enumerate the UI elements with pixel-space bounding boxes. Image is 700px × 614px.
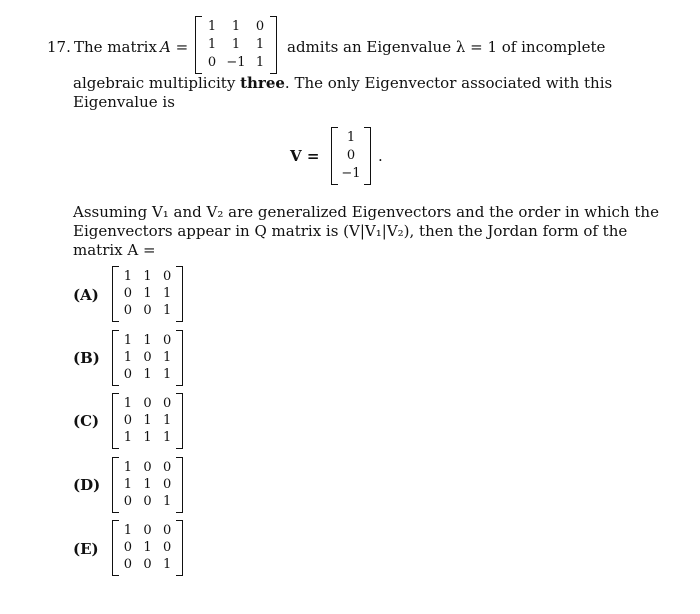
option-C-cell: 1 xyxy=(143,412,152,428)
option-B-label: (B) xyxy=(73,349,100,367)
option-C-cell: 1 xyxy=(163,430,172,446)
option-E-cell: 1 xyxy=(163,557,172,573)
option-E-cell: 0 xyxy=(123,557,132,573)
option-B-cell: 1 xyxy=(163,349,172,365)
option-D-cell: 1 xyxy=(163,494,172,510)
option-B-matrix xyxy=(112,330,183,386)
question-line2 xyxy=(73,74,612,92)
option-C-cell: 0 xyxy=(163,395,172,411)
para2-line3: matrix A = xyxy=(73,241,156,259)
question-line2-a: algebraic multiplicity xyxy=(73,74,236,92)
option-B-cell: 1 xyxy=(143,367,152,383)
question-line2-bold: three xyxy=(240,74,285,92)
matrix-A-name: A = xyxy=(160,38,189,56)
matrix-A-cell: 1 xyxy=(255,55,265,70)
option-A-cell: 0 xyxy=(123,303,132,319)
matrix-A-cell: 1 xyxy=(231,37,241,52)
option-A-cell: 0 xyxy=(123,285,132,301)
option-C-cell: 1 xyxy=(123,395,132,411)
option-A-cell: 1 xyxy=(143,268,152,284)
vector-V-name: V = xyxy=(290,147,320,165)
question-number: 17. xyxy=(47,38,71,56)
option-B-cell: 1 xyxy=(123,349,132,365)
question-line2-b: . The only Eigenvector associated with this xyxy=(284,74,613,92)
option-E-cell: 0 xyxy=(163,522,172,538)
matrix-A-cell: 1 xyxy=(231,19,241,34)
option-D-matrix xyxy=(112,457,183,513)
option-C-cell: 1 xyxy=(123,430,132,446)
option-B-cell: 0 xyxy=(123,367,132,383)
option-E-cell: 1 xyxy=(143,539,152,555)
matrix-A-cell: 0 xyxy=(255,19,265,34)
option-D-cell: 0 xyxy=(123,494,132,510)
option-D-cell: 0 xyxy=(143,494,152,510)
option-B-cell: 0 xyxy=(143,349,152,365)
matrix-A xyxy=(195,16,277,74)
option-A-cell: 1 xyxy=(163,303,172,319)
option-C-cell: 1 xyxy=(143,430,152,446)
option-D-label: (D) xyxy=(73,476,101,494)
para2-line2: Eigenvectors appear in Q matrix is (V|V₁|V₂), then the Jordan form of the xyxy=(73,222,628,240)
question-text-start: The matrix xyxy=(74,38,157,56)
option-E-matrix xyxy=(112,520,183,576)
option-A-cell: 1 xyxy=(163,285,172,301)
option-A-cell: 1 xyxy=(143,285,152,301)
option-C-matrix xyxy=(112,393,183,449)
option-D-cell: 1 xyxy=(123,476,132,492)
vector-V-cell: 1 xyxy=(346,130,356,145)
option-E-cell: 0 xyxy=(143,522,152,538)
option-D-cell: 0 xyxy=(163,459,172,475)
vector-V xyxy=(331,127,371,185)
vector-V-cell: 0 xyxy=(346,148,356,163)
question-line3: Eigenvalue is xyxy=(73,93,175,111)
vector-V-cell: −1 xyxy=(341,166,361,181)
option-E-cell: 0 xyxy=(123,539,132,555)
option-A-matrix xyxy=(112,266,183,322)
option-D-cell: 0 xyxy=(143,459,152,475)
option-A-cell: 1 xyxy=(123,268,132,284)
option-E-cell: 0 xyxy=(143,557,152,573)
option-C-cell: 1 xyxy=(163,412,172,428)
option-B-cell: 1 xyxy=(123,332,132,348)
matrix-A-cell: 1 xyxy=(255,37,265,52)
option-C-cell: 0 xyxy=(123,412,132,428)
option-B-cell: 1 xyxy=(163,367,172,383)
option-E-cell: 0 xyxy=(163,539,172,555)
option-A-cell: 0 xyxy=(163,268,172,284)
option-D-cell: 1 xyxy=(143,476,152,492)
option-B-cell: 1 xyxy=(143,332,152,348)
vector-V-period: . xyxy=(378,147,383,165)
matrix-A-cell: 1 xyxy=(207,19,217,34)
question-text-eigenvalue: admits an Eigenvalue λ = 1 of incomplete xyxy=(287,38,606,56)
option-D-cell: 0 xyxy=(163,476,172,492)
option-E-cell: 1 xyxy=(123,522,132,538)
option-C-cell: 0 xyxy=(143,395,152,411)
option-B-cell: 0 xyxy=(163,332,172,348)
option-D-cell: 1 xyxy=(123,459,132,475)
option-E-label: (E) xyxy=(73,540,99,558)
para2-line1: Assuming V₁ and V₂ are generalized Eigenvectors and the order in which the xyxy=(73,203,659,221)
matrix-A-cell: 1 xyxy=(207,37,217,52)
matrix-A-cell: −1 xyxy=(226,55,246,70)
option-A-cell: 0 xyxy=(143,303,152,319)
matrix-A-cell: 0 xyxy=(207,55,217,70)
option-A-label: (A) xyxy=(73,286,99,304)
option-C-label: (C) xyxy=(73,412,100,430)
